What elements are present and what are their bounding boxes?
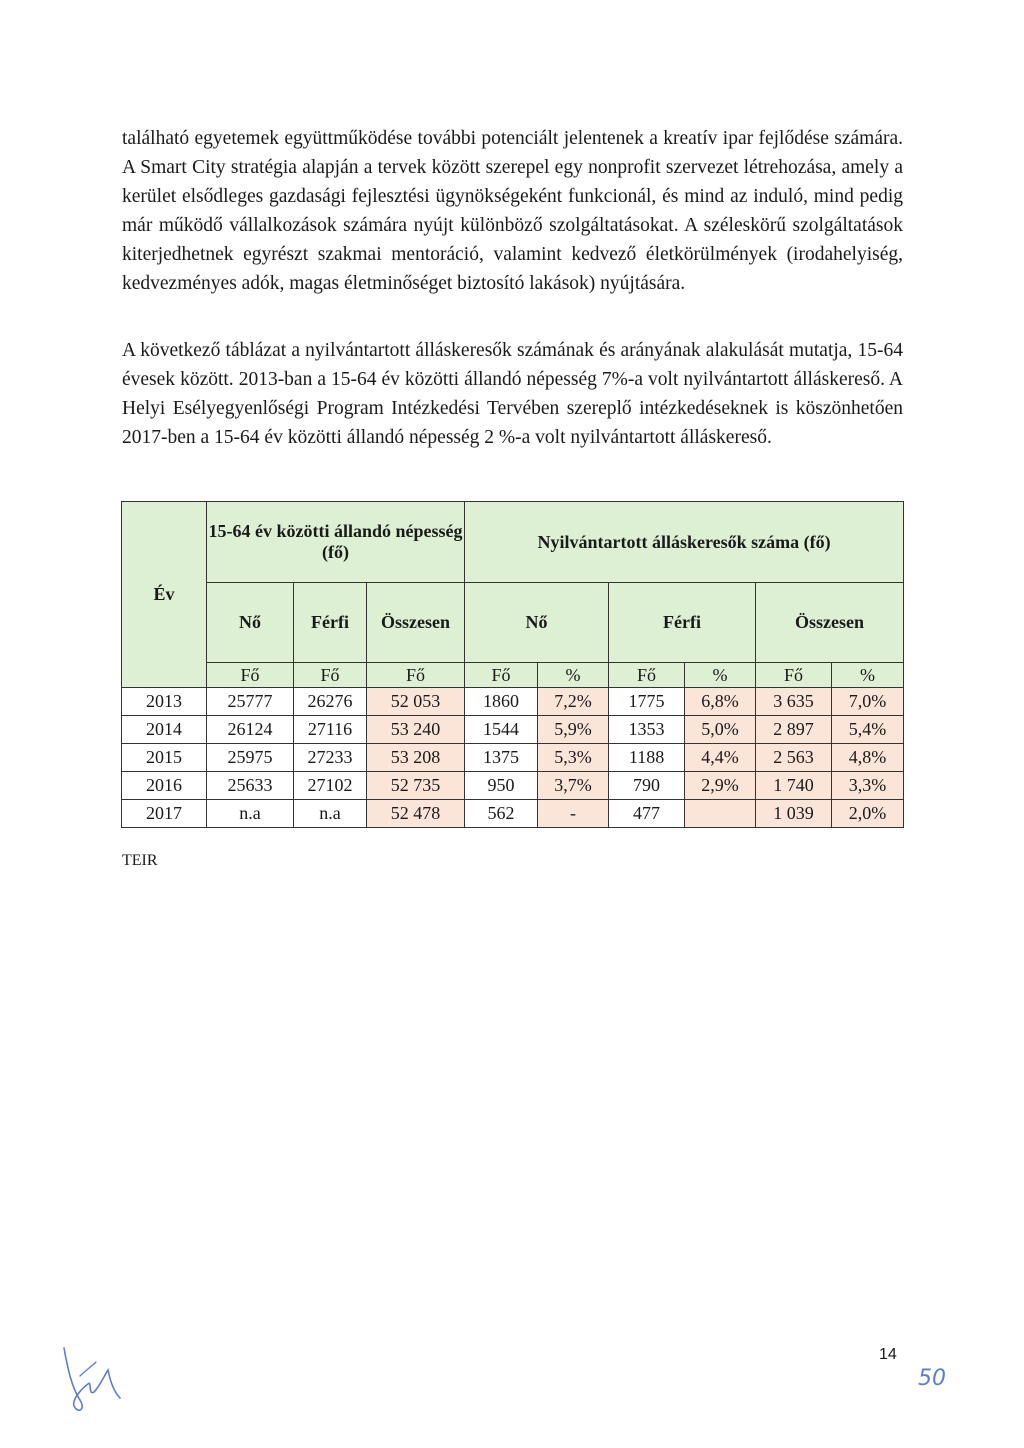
intro-paragraph: található egyetemek együttműködése további potenciált jelentenek a kreatív ipar fejlődése számára. A Smart City stratégia alapján a tervek között szerepel egy nonprofit szervezet létrehozása, amely a kerület elsődleges gazdasági fejlesztési ügynökségeként funkcionál, és mind az induló, mind pedig már működő vállalkozások számára nyújt különböző szolgáltatásokat. A széleskörű szolgáltatások kiterjedhetnek egyrészt szakmai mentoráció, valamint kedvező életkörülmények (irodahelyiség, kedvezményes adók, magas életminőséget biztosító lakások) nyújtására. [122, 128, 903, 294]
cell-jobseekers-total-percent: 2,0% [832, 800, 904, 828]
cell-jobseekers-male-percent: 2,9% [685, 772, 756, 800]
cell-year: 2013 [122, 688, 207, 716]
cell-jobseekers-female-count: 1544 [465, 716, 538, 744]
cell-year: 2017 [122, 800, 207, 828]
cell-jobseekers-female-percent: 3,7% [538, 772, 609, 800]
unit-count: Fő [207, 663, 294, 688]
cell-population-male: n.a [294, 800, 367, 828]
table-row [122, 688, 904, 716]
cell-population-female: 26124 [207, 716, 294, 744]
header-year: Év [122, 502, 207, 688]
unit-percent: % [832, 663, 904, 688]
cell-population-female: 25633 [207, 772, 294, 800]
cell-population-male: 26276 [294, 688, 367, 716]
cell-year: 2016 [122, 772, 207, 800]
cell-population-total: 52 053 [367, 688, 465, 716]
cell-population-female: 25777 [207, 688, 294, 716]
table-row [122, 772, 904, 800]
cell-jobseekers-total-count: 1 740 [756, 772, 832, 800]
cell-jobseekers-male-percent [685, 800, 756, 828]
table-row [122, 800, 904, 828]
cell-jobseekers-female-count: 1860 [465, 688, 538, 716]
cell-jobseekers-total-percent: 7,0% [832, 688, 904, 716]
header-population-group: 15-64 év közötti állandó népesség (fő) [207, 502, 465, 583]
header-population-female: Nő [207, 583, 294, 663]
table-description-paragraph: A következő táblázat a nyilvántartott álláskeresők számának és arányának alakulását mutatja, 15-64 évesek között. 2013-ban a 15-64 év közötti állandó népesség 7%-a volt nyilvántartott álláskereső. A Helyi Esélyegyenlőségi Program Intézkedési Tervében szereplő intézkedéseknek is köszönhetően 2017-ben a 15-64 év közötti állandó népesség 2 %-a volt nyilvántartott álláskereső. [122, 340, 903, 448]
cell-jobseekers-male-count: 1353 [609, 716, 685, 744]
cell-jobseekers-female-percent: 5,3% [538, 744, 609, 772]
cell-jobseekers-total-percent: 3,3% [832, 772, 904, 800]
cell-jobseekers-female-percent: - [538, 800, 609, 828]
header-jobseekers-total: Összesen [756, 583, 904, 663]
header-population-male: Férfi [294, 583, 367, 663]
cell-population-male: 27116 [294, 716, 367, 744]
cell-jobseekers-male-percent: 5,0% [685, 716, 756, 744]
cell-jobseekers-male-count: 1775 [609, 688, 685, 716]
cell-jobseekers-total-count: 3 635 [756, 688, 832, 716]
signature-icon [58, 1340, 128, 1420]
cell-jobseekers-female-count: 1375 [465, 744, 538, 772]
unit-count: Fő [367, 663, 465, 688]
cell-jobseekers-male-count: 1188 [609, 744, 685, 772]
cell-population-male: 27102 [294, 772, 367, 800]
table-row [122, 744, 904, 772]
jobseekers-table [121, 501, 904, 828]
page-number: 14 [879, 1346, 897, 1363]
cell-population-male: 27233 [294, 744, 367, 772]
cell-jobseekers-female-count: 562 [465, 800, 538, 828]
cell-jobseekers-total-count: 1 039 [756, 800, 832, 828]
header-jobseekers-group: Nyilvántartott álláskeresők száma (fő) [465, 502, 904, 583]
cell-jobseekers-male-percent: 4,4% [685, 744, 756, 772]
unit-percent: % [685, 663, 756, 688]
cell-population-total: 52 478 [367, 800, 465, 828]
cell-jobseekers-female-percent: 5,9% [538, 716, 609, 744]
cell-population-female: n.a [207, 800, 294, 828]
cell-population-total: 53 208 [367, 744, 465, 772]
cell-jobseekers-male-count: 477 [609, 800, 685, 828]
table-row [122, 716, 904, 744]
cell-jobseekers-female-percent: 7,2% [538, 688, 609, 716]
cell-population-total: 52 735 [367, 772, 465, 800]
header-population-total: Összesen [367, 583, 465, 663]
cell-year: 2014 [122, 716, 207, 744]
cell-jobseekers-female-count: 950 [465, 772, 538, 800]
cell-jobseekers-total-percent: 5,4% [832, 716, 904, 744]
unit-count: Fő [294, 663, 367, 688]
cell-jobseekers-total-percent: 4,8% [832, 744, 904, 772]
header-jobseekers-male: Férfi [609, 583, 756, 663]
cell-jobseekers-male-count: 790 [609, 772, 685, 800]
cell-year: 2015 [122, 744, 207, 772]
unit-count: Fő [465, 663, 538, 688]
unit-count: Fő [756, 663, 832, 688]
unit-count: Fő [609, 663, 685, 688]
cell-jobseekers-male-percent: 6,8% [685, 688, 756, 716]
cell-jobseekers-total-count: 2 897 [756, 716, 832, 744]
handwritten-page-number: 50 [918, 1366, 946, 1391]
cell-population-total: 53 240 [367, 716, 465, 744]
source-note: TEIR [122, 852, 158, 869]
unit-percent: % [538, 663, 609, 688]
header-jobseekers-female: Nő [465, 583, 609, 663]
cell-jobseekers-total-count: 2 563 [756, 744, 832, 772]
cell-population-female: 25975 [207, 744, 294, 772]
